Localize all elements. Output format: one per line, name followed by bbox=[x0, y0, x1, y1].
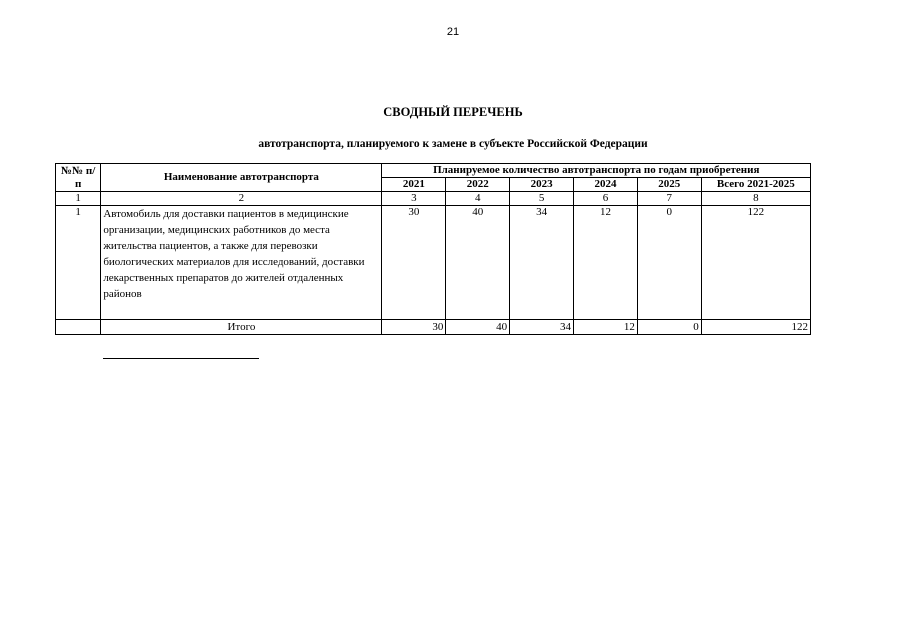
header-year: 2025 bbox=[637, 178, 701, 192]
column-index: 7 bbox=[637, 192, 701, 206]
column-index: 8 bbox=[701, 192, 810, 206]
column-index: 6 bbox=[574, 192, 638, 206]
totals-year-quantity: 40 bbox=[446, 320, 510, 335]
document-subtitle: автотранспорта, планируемого к замене в субъекте Российской Федерации bbox=[258, 138, 648, 150]
table-row bbox=[56, 206, 811, 320]
totals-year-quantity: 0 bbox=[637, 320, 701, 335]
header-planned-quantity: Планируемое количество автотранспорта по годам приобретения bbox=[382, 164, 811, 178]
vehicle-name: Автомобиль для доставки пациентов в медицинские организации, медицинских работников до места жительства пациентов, а также для перевозки биологических материалов для исследований, доставки лекарственных препаратов до жителей отдаленных районов bbox=[101, 206, 382, 320]
totals-year-quantity: 12 bbox=[574, 320, 638, 335]
page-number: 21 bbox=[446, 26, 460, 38]
column-index: 2 bbox=[101, 192, 382, 206]
footnote-separator bbox=[103, 358, 259, 359]
column-index: 3 bbox=[382, 192, 446, 206]
header-year: 2024 bbox=[574, 178, 638, 192]
totals-row bbox=[56, 320, 811, 335]
totals-grand-total: 122 bbox=[701, 320, 810, 335]
totals-label: Итого bbox=[101, 320, 382, 335]
header-year: 2021 bbox=[382, 178, 446, 192]
header-total: Всего 2021-2025 bbox=[701, 178, 810, 192]
document-title: СВОДНЫЙ ПЕРЕЧЕНЬ bbox=[383, 105, 523, 119]
totals-year-quantity: 30 bbox=[382, 320, 446, 335]
column-index: 5 bbox=[510, 192, 574, 206]
vehicle-summary-table bbox=[55, 163, 811, 335]
column-index-row bbox=[56, 192, 811, 206]
year-quantity: 40 bbox=[446, 206, 510, 320]
header-vehicle-name: Наименование автотранспорта bbox=[101, 164, 382, 192]
totals-empty-cell bbox=[56, 320, 101, 335]
header-year: 2023 bbox=[510, 178, 574, 192]
header-year: 2022 bbox=[446, 178, 510, 192]
column-index: 1 bbox=[56, 192, 101, 206]
totals-year-quantity: 34 bbox=[510, 320, 574, 335]
year-quantity: 0 bbox=[637, 206, 701, 320]
header-number: №№ п/п bbox=[56, 164, 101, 192]
year-quantity: 30 bbox=[382, 206, 446, 320]
row-number: 1 bbox=[56, 206, 101, 320]
year-quantity: 12 bbox=[574, 206, 638, 320]
year-quantity: 34 bbox=[510, 206, 574, 320]
column-index: 4 bbox=[446, 192, 510, 206]
row-total: 122 bbox=[701, 206, 810, 320]
